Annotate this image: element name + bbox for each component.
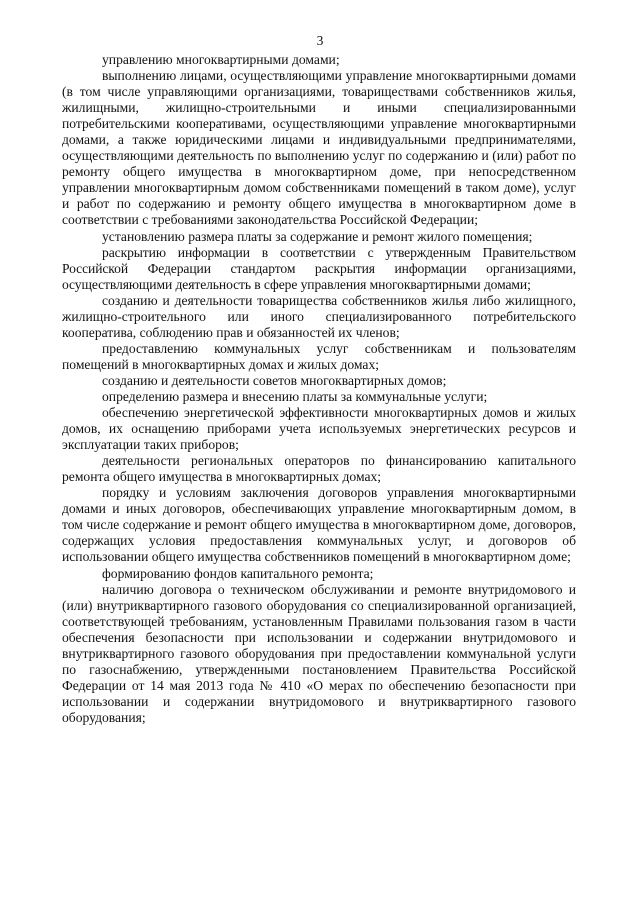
paragraph: предоставлению коммунальных услуг собственникам и пользователям помещений в многоквартирных домах и жилых домах; [62,340,576,372]
paragraph: наличию договора о техническом обслуживании и ремонте внутридомового и (или) внутриквартирного газового оборудования со специализированной организацией, соответствующей требованиям, установленным Правилами пользования газом в части обеспечения безопасности при использовании и содержании внутридомового и внутриквартирного газового оборудования при предоставлении коммунальной услуги по газоснабжению, утвержденными постановлением Правительства Российской Федерации от 14 мая 2013 года № 410 «О мерах по обеспечению безопасности при использовании и содержании внутридомового и внутриквартирного газового оборудования; [62,581,576,725]
paragraph: созданию и деятельности советов многоквартирных домов; [102,372,447,388]
paragraph: деятельности региональных операторов по финансированию капитального ремонта общего имущества в многоквартирных домах; [62,453,576,485]
page-number: 3 [316,33,324,48]
paragraph: определению размера и внесению платы за коммунальные услуги; [102,388,488,404]
paragraph: обеспечению энергетической эффективности многоквартирных домов и жилых домов, их оснащению приборами учета используемых энергетических ресурсов и эксплуатации таких приборов; [62,405,576,453]
paragraph: созданию и деятельности товарищества собственников жилья либо жилищного, жилищно-строительного или иного специализированного потребительского кооператива, соблюдению прав и обязанностей их членов; [62,292,576,340]
paragraph: установлению размера платы за содержание и ремонт жилого помещения; [102,228,533,244]
paragraph: выполнению лицами, осуществляющими управление многоквартирными домами (в том числе управляющими организациями, товариществами собственников жилья, жилищными, жилищно-строительными и иными специализированными потребительскими кооперативами, осуществляющими управление многоквартирными домами, а также юридическими лицами и индивидуальными предпринимателями, осуществляющими деятельность по выполнению услуг по содержанию и (или) работ по ремонту общего имущества в многоквартирном доме, при непосредственном управлении многоквартирным домом собственниками помещений в таком доме), услуг и работ по содержанию и ремонту общего имущества в многоквартирном доме в соответствии с требованиями законодательства Российской Федерации; [62,68,576,228]
document-body [62,52,576,726]
paragraph: управлению многоквартирными домами; [102,52,340,67]
paragraph: порядку и условиям заключения договоров управления многоквартирными домами и иных договоров, обеспечивающих управление многоквартирным домом, в том числе содержание и ремонт общего имущества в многоквартирном доме, договоров, содержащих условия предоставления коммунальных услуг, и договоров об использовании общего имущества собственников помещений в многоквартирном доме; [62,485,576,565]
paragraph: раскрытию информации в соответствии с утвержденным Правительством Российской Федерации стандартом раскрытия информации организациями, осуществляющими деятельность в сфере управления многоквартирными домами; [62,244,576,292]
paragraph: формированию фондов капитального ремонта; [102,565,374,581]
